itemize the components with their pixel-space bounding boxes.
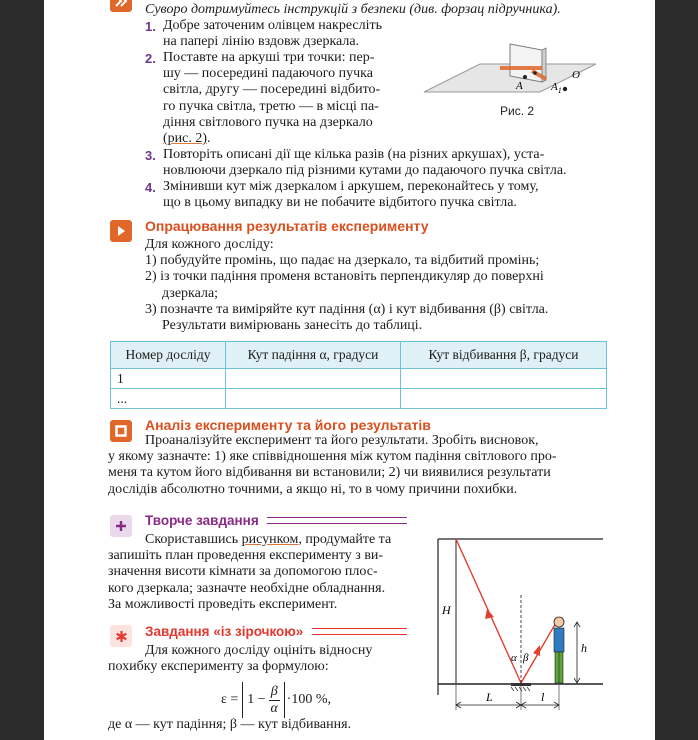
processing-section-icon <box>110 220 132 242</box>
analysis-section-title: Аналіз експерименту та його результатів <box>145 417 431 433</box>
step-number: 1. <box>145 19 156 34</box>
table-cell <box>226 389 401 409</box>
label-beta: β <box>523 652 529 664</box>
step-4-text: Змінивши кут між дзеркалом і аркушем, переконайтесь у тому, що в цьому випадку ви не побачите відбитого пучка світла. <box>163 179 539 211</box>
processing-section-title: Опрацювання результатів експерименту <box>145 218 429 234</box>
step-3-text: Повторіть описані дії ще кілька разів (на різних аркушах), уста- новлюючи дзеркало під різними кутами до падаючого пучка світла. <box>163 147 567 179</box>
table-cell <box>226 369 401 389</box>
column-header: Номер досліду <box>111 342 226 369</box>
step-number: 2. <box>145 51 156 66</box>
table-cell: 1 <box>111 369 226 389</box>
table-header-row <box>111 342 607 369</box>
column-header: Кут падіння α, градуси <box>226 342 401 369</box>
step-number: 3. <box>145 148 156 163</box>
textbook-page <box>44 0 655 740</box>
label-h: h <box>581 641 587 655</box>
table-cell <box>401 369 607 389</box>
step-1-text: Добре заточеним олівцем накресліть на папері лінію вздовж дзеркала. <box>163 18 382 50</box>
star-task-body: Для кожного досліду оцініть відносну похибку експерименту за формулою: <box>108 643 373 675</box>
table-cell <box>401 389 607 409</box>
play-icon <box>115 225 127 237</box>
asterisk-icon <box>115 630 128 643</box>
label-alpha: α <box>511 652 517 664</box>
star-task-icon <box>110 625 132 647</box>
safety-intro: Суворо дотримуйтесь інструкцій з безпеки (див. форзац підручника). <box>145 2 561 17</box>
double-arrow-icon <box>114 0 128 8</box>
analysis-section-body: Проаналізуйте експеримент та його результати. Зробіть висновок, у якому зазначте: 1) яке співвідношення між кутом падіння світлового про- меня та кутом його відбивання ви встановили; 2) чи виявилися результати дослідів абсолютно точними, а якщо ні, то в чому причини похибки. <box>108 433 557 497</box>
figure-2-mirror-diagram <box>422 38 600 100</box>
title-rule <box>312 628 407 635</box>
room-height-diagram <box>409 535 609 715</box>
results-table <box>110 341 607 409</box>
step-2-text: Поставте на аркуші три точки: пер- шу — посередині падаючого пучка світла, другу — посередині відбито- го пучка світла, третю — в місці па- діння світлового пучка на дзеркало (рис. 2). <box>163 50 381 147</box>
point-O-label: O <box>572 69 580 81</box>
point-A1-label: $A_1$ <box>551 81 562 95</box>
title-rule <box>267 517 407 524</box>
label-H: H <box>442 603 451 617</box>
creative-task-title: Творче завдання <box>145 513 259 528</box>
table-row <box>111 369 607 389</box>
label-L: L <box>486 690 493 704</box>
star-task-title: Завдання «із зірочкою» <box>145 624 304 639</box>
point-A-label: A <box>516 80 523 92</box>
formula-legend: де α — кут падіння; β — кут відбивання. <box>108 717 352 732</box>
column-header: Кут відбивання β, градуси <box>401 342 607 369</box>
plus-icon <box>115 520 127 532</box>
figure-2-caption: Рис. 2 <box>500 104 535 118</box>
section-icon-top <box>110 0 132 12</box>
creative-task-body: Скориставшись рисунком, продумайте та запишіть план проведення експерименту з ви- значення висоти кімнати за допомогою плос- кого дзеркала; зазначте необхідне обладнання. За можливості проведіть експеримент. <box>108 532 392 612</box>
label-l: l <box>541 690 545 704</box>
table-row <box>111 389 607 409</box>
figure-ref-link[interactable]: (рис. 2) <box>163 131 208 147</box>
error-formula: ε = 1 − $\frac{\beta}{\alpha}$ ·100 %, <box>221 680 331 720</box>
step-number: 4. <box>145 180 156 195</box>
table-cell: ... <box>111 389 226 409</box>
processing-section-body: Для кожного досліду: 1) побудуйте промінь, що падає на дзеркало, та відбитий промінь; 2) із точки падіння променя встановіть перпендикуляр до поверхні дзеркала; 3) позначте та виміряйте кут падіння (α) і кут відбивання (β) світла. Результати вимірювань занесіть до таблиці. <box>145 237 549 334</box>
figure-link[interactable]: рисунком <box>241 532 299 547</box>
